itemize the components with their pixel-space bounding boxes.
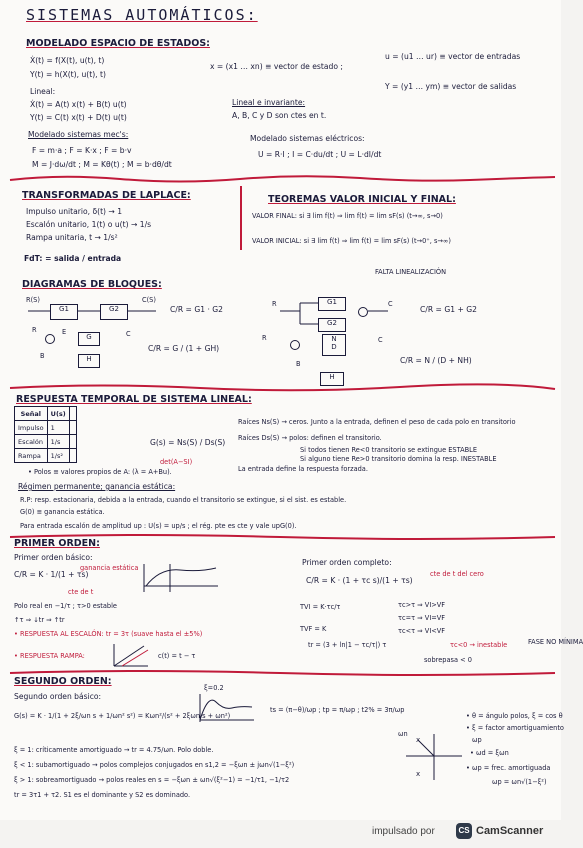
gs-formula: G(s) = Ns(S) / Ds(S) [150,438,226,447]
row-step-graph [69,435,76,449]
input-vector-def: u = (u1 … ur) ≡ vector de entradas [385,52,521,61]
side-note-wp: • ωp = frec. amortiguada [466,764,551,772]
state-vector-def: x = (x1 … xn) ≡ vector de estado ; [210,62,343,71]
feedback-output-label: C [126,330,131,338]
stable-note: Si todos tienen Re<0 transitorio se extingue ESTABLE [300,446,477,454]
row-step-us: 1/s [47,435,69,449]
first-order-full-label: Primer orden completo: [302,558,392,567]
output-vector-def: Y = (y1 … ym) ≡ vector de salidas [385,82,517,91]
overshoot-note: sobrepasa < 0 [424,656,472,664]
missing-linearization-note: FALTA LINEALIZACIÓN [375,268,447,276]
tvf-formula: TVF = K [300,625,327,633]
nd-input-label: R [262,334,267,342]
mech-eq-2: M = J·dω/dt ; M = Kθ(t) ; M = b·dθ/dt [32,160,172,169]
state-space-heading: MODELADO ESPACIO DE ESTADOS: [26,38,210,49]
camscanner-logo-icon: CS [456,823,472,839]
parallel-output-label: C [388,300,393,308]
side-note-wp-formula: ωp = ωn√(1−ξ²) [492,778,547,786]
non-minimum-phase-note: FASE NO MÍNIMA [528,638,583,646]
series-formula: C/R = G1 · G2 [170,305,224,314]
nd-block-numerator-denominator [322,334,346,356]
linear-label: Lineal: [30,87,56,96]
poles-eigen-note: • Polos ≡ valores propios de A: (λ = A+Bu). [28,468,172,476]
series-input-label: R(S) [26,296,40,304]
underdamped-note: ξ < 1: subamortiguado → polos complejos conjugados en s1,2 = −ξωn ± jωn√(1−ξ²) [14,761,295,769]
ramp-response-label: • RESPUESTA RAMPA: [14,652,85,660]
det-note: det(A−SI) [160,458,193,466]
feedback-error-label: E [62,328,67,336]
unstable-zero-note: τc<0 → inestable [450,641,508,649]
zero-time-constant-note: cte de t del cero [430,570,484,578]
row-impulse-graph [69,421,76,435]
laplace-ramp: Rampa unitaria, t → 1/s² [26,233,118,242]
camscanner-brand: CamScanner [476,825,544,837]
elec-eq: U = R·I ; I = C·du/dt ; U = L·dI/dt [258,150,382,159]
feedback-formula: C/R = G / (1 + GH) [148,344,220,353]
block-diagrams-heading: DIAGRAMAS DE BLOQUES: [22,279,162,290]
svg-text:x: x [416,770,421,778]
th-signal: Señal [15,407,48,421]
side-note-damping: • ξ = factor amortiguamiento [466,724,564,732]
vertical-divider [240,186,242,250]
row-impulse: Impulso [15,421,48,435]
section-divider-2 [0,382,561,394]
linear-eq-1: Ẋ(t) = A(t) x(t) + B(t) u(t) [30,100,127,109]
second-order-sketch [196,692,256,726]
second-order-gs: G(s) = K · 1/(1 + 2ξ/ωn s + 1/ωn² s²) = Kωn²/(s² + 2ξωn s + ωn²) [14,712,231,720]
xi-label: ξ=0.2 [204,684,224,692]
ramp-sketch [110,642,150,668]
first-order-sketch [140,562,220,596]
series-block-g1: G1 [50,304,78,320]
second-order-basic-label: Segundo orden básico: [14,692,102,701]
parallel-input-label: R [272,300,277,308]
mech-eq-1: F = m·a ; F = K·x ; F = b·v [32,146,132,155]
critical-damping-note: ξ = 1: críticamente amortiguado → tr = 4.75/ωn. Polo doble. [14,746,214,754]
laplace-step: Escalón unitario, 1(t) o u(t) → 1/s [26,220,152,229]
row-impulse-us: 1 [47,421,69,435]
parallel-block-g2: G2 [318,318,346,332]
side-note-angle: • θ = ángulo polos, ξ = cos θ [466,712,563,720]
unstable-note: Si alguno tiene Re>0 transitorio domina la resp. INESTABLE [300,455,497,463]
natural-freq-label: ωn [398,730,408,738]
nd-formula: C/R = N / (D + NH) [400,356,472,365]
first-order-basic-label: Primer orden básico: [14,553,93,562]
series-block-g2: G2 [100,304,128,320]
time-constant-note: cte de t [68,588,94,596]
initial-value-theorem: VALOR INICIAL: si ∃ lim f(t) ⇒ lim f(t) = lim sF(s) (t→0⁺, s→∞) [252,237,451,245]
parallel-formula: C/R = G1 + G2 [420,305,477,314]
state-eq-1: Ẋ(t) = f(X(t), u(t), t) [30,56,105,65]
lti-label: Lineal e invariante: [232,98,306,107]
case-tauc-equal: τc=τ ⇒ VI=VF [398,614,446,622]
tvi-formula: TVI = K·τc/τ [300,603,341,611]
steady-state-heading: Régimen permanente; ganancia estática: [18,482,176,491]
poles-note: Raíces Ds(S) → polos: definen el transitorio. [238,434,382,442]
row-ramp: Rampa [15,449,48,463]
nd-output-label: C [378,336,383,344]
mech-label: Modelado sistemas mec's: [28,130,129,139]
second-order-heading: SEGUNDO ORDEN: [14,676,112,687]
forced-response-note: La entrada define la respuesta forzada. [238,465,368,473]
tau-effect-note: ↑τ ⇒ ↓tr ⇒ ↑tr [14,616,65,624]
signals-table [14,406,77,463]
step-input-note: Para entrada escalón de amplitud up : U(s) = up/s ; el rég. pte es cte y vale upG(0). [20,522,297,530]
series-output-label: C(S) [142,296,156,304]
svg-text:x: x [416,736,421,744]
page-title: SISTEMAS AUTOMÁTICOS: [26,6,258,24]
time-response-heading: RESPUESTA TEMPORAL DE SISTEMA LINEAL: [16,394,252,405]
static-gain-note: ganancia estática [80,564,139,572]
linear-eq-2: Y(t) = C(t) x(t) + D(t) u(t) [30,113,127,122]
nd-block-h: H [320,372,344,386]
final-value-theorem: VALOR FINAL: si ∃ lim f(t) ⇒ lim f(t) = lim sF(s) (t→∞, s→0) [252,212,443,220]
pole-freq-label: ωp [472,736,482,744]
powered-by-label: impulsado por [372,826,435,837]
nd-block-n: N [331,335,337,343]
time-formulas: ts = (π−θ)/ωp ; tp = π/ωp ; t2% = 3π/ωp [270,706,405,714]
side-note-wd: • ωd = ξωn [470,749,509,757]
th-graph [69,407,76,421]
row-ramp-us: 1/s² [47,449,69,463]
nd-signal-label: B [296,360,301,368]
laplace-heading: TRANSFORMADAS DE LAPLACE: [22,190,191,201]
overdamped-rise-time-note: tr = 3τ1 + τ2. S1 es el dominante y S2 es dominado. [14,791,191,799]
overdamped-note: ξ > 1: sobreamortiguado → polos reales en s = −ξωn ± ωn√(ξ²−1) = −1/τ1, −1/τ2 [14,776,290,784]
series-arrows [28,306,158,316]
steady-state-desc: R.P: resp. estacionaria, debida a la entrada, cuando el transitorio se extingue, si el sist. es estable. [20,496,347,504]
theorems-heading: TEOREMAS VALOR INICIAL Y FINAL: [268,194,456,205]
rise-time-formula: tr = (3 + ln|1 − τc/τ|) τ [308,641,387,649]
static-gain-def: G(0) ≡ ganancia estática. [20,508,105,516]
first-order-full-formula: C/R = K · (1 + τc s)/(1 + τs) [306,576,413,585]
ramp-response-formula: c(t) = t − τ [158,652,196,660]
pole-plane-sketch [404,732,464,782]
lti-desc: A, B, C y D son ctes en t. [232,111,327,120]
feedback-signal-label: B [40,352,45,360]
nd-block-d: D [331,343,337,351]
feedback-input-label: R [32,326,37,334]
row-step: Escalón [15,435,48,449]
section-divider [0,172,561,186]
parallel-arrows [280,300,390,330]
feedback-block-g: G [78,332,100,346]
laplace-impulse: Impulso unitario, δ(t) → 1 [26,207,123,216]
feedback-block-h: H [78,354,100,368]
pole-location-note: Polo real en −1/τ ; τ>0 estable [14,602,117,610]
zeros-note: Raíces Ns(S) → ceros. Junto a la entrada, definen el peso de cada polo en transitorio [238,418,516,426]
row-ramp-graph [69,449,76,463]
case-tauc-less: τc<τ ⇒ VI<VF [398,627,446,635]
elec-label: Modelado sistemas eléctricos: [250,134,365,143]
transfer-function-def: FdT: = salida / entrada [24,254,122,263]
nd-sum-junction [290,340,300,350]
step-response-note: • RESPUESTA AL ESCALÓN: tr = 3τ (suave hasta el ±5%) [14,630,203,638]
th-us: U(s) [47,407,69,421]
case-tauc-greater: τc>τ ⇒ VI>VF [398,601,446,609]
feedback-sum-junction [45,334,55,344]
state-eq-2: Y(t) = h(X(t), u(t), t) [30,70,106,79]
first-order-heading: PRIMER ORDEN: [14,538,100,549]
first-order-basic-formula: C/R = K · 1/(1 + τs) [14,570,89,579]
parallel-block-g1: G1 [318,297,346,311]
